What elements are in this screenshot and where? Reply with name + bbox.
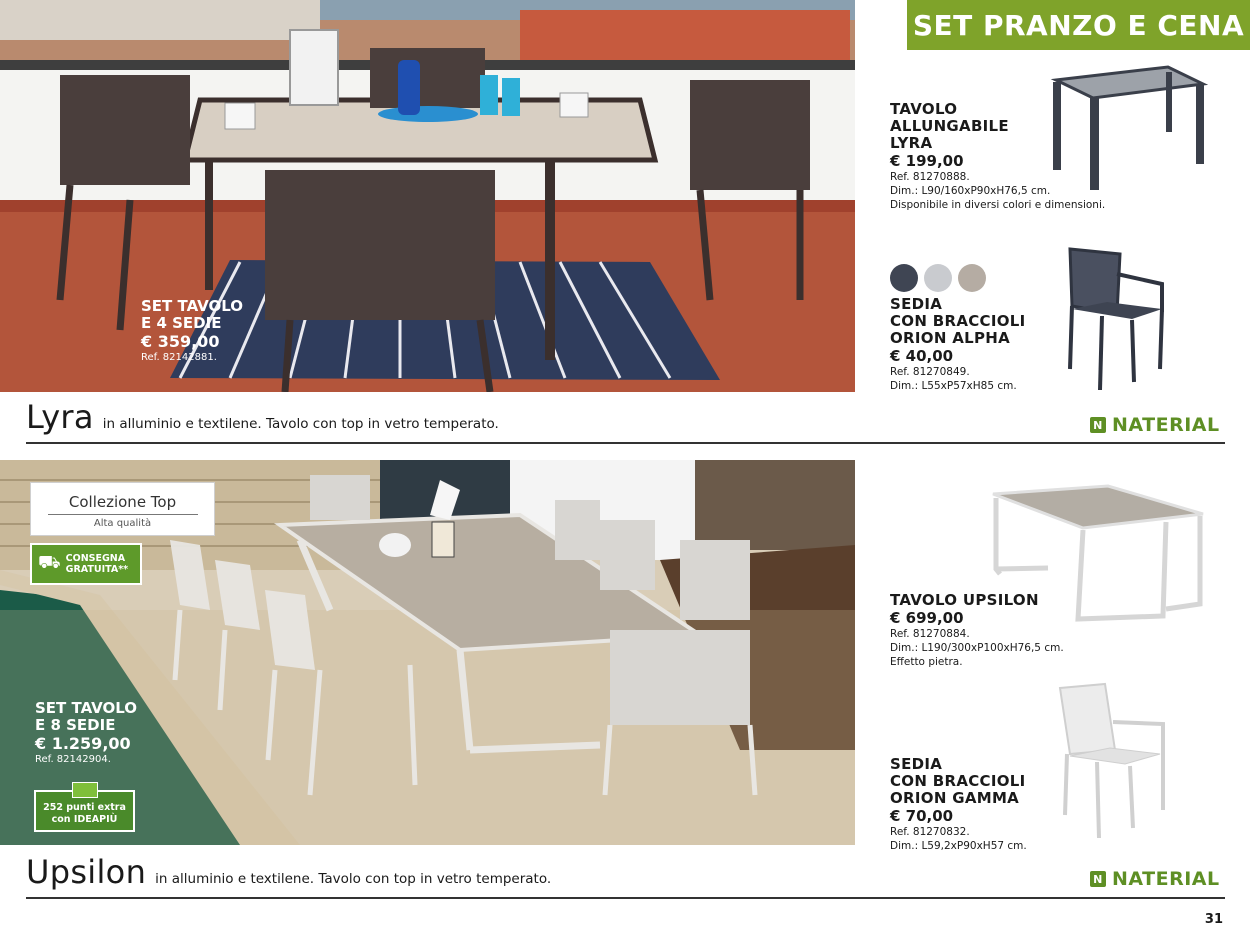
naterial-logo-icon: N (1090, 871, 1106, 887)
collezione-top-subtitle: Alta qualità (93, 518, 152, 529)
lyra-collection-name: Lyra (26, 398, 94, 436)
lyra-chair-image (1062, 244, 1172, 392)
upsilon-table-price: € 699,00 (890, 609, 964, 627)
delivery-truck-icon: ⛟ (38, 552, 61, 573)
collezione-top-title: Collezione Top (68, 493, 177, 511)
lyra-table-name-line1: TAVOLO (890, 100, 958, 118)
upsilon-table-info (890, 592, 1130, 669)
lyra-chair-price: € 40,00 (890, 347, 954, 365)
upsilon-table-ref: Ref. 81270884. (890, 628, 970, 640)
lyra-set-ref: Ref. 82142881. (141, 352, 217, 363)
brand-logo-lyra (1090, 414, 1220, 436)
page-number: 31 (1204, 912, 1223, 927)
lyra-set-price: € 359,00 (141, 332, 220, 351)
brand-logo-upsilon (1090, 868, 1220, 890)
badge-divider (48, 514, 198, 515)
upsilon-chair-dimensions: Dim.: L59,2xP90xH57 cm. (890, 840, 1027, 852)
swatch-light-grey[interactable] (924, 264, 952, 292)
upsilon-chair-name-line2: CON BRACCIOLI (890, 772, 1026, 790)
extra-points-badge (34, 790, 135, 832)
lyra-set-title-line1: SET TAVOLO (141, 297, 244, 315)
lyra-set-title-line2: E 4 SEDIE (141, 314, 222, 332)
upsilon-table-note: Effetto pietra. (890, 656, 963, 668)
naterial-logo-icon: N (1090, 417, 1106, 433)
upsilon-set-ref: Ref. 82142904. (35, 754, 111, 765)
lyra-table-price: € 199,00 (890, 152, 964, 170)
upsilon-set-title-line1: SET TAVOLO (35, 699, 138, 717)
lyra-caption (26, 398, 499, 436)
brand-name: NATERIAL (1112, 868, 1220, 890)
lyra-chair-ref: Ref. 81270849. (890, 366, 970, 378)
lyra-table-note: Disponibile in diversi colori e dimensioni. (890, 199, 1106, 211)
section-title-banner (907, 0, 1250, 50)
brand-name: NATERIAL (1112, 414, 1220, 436)
lyra-set-photo (0, 0, 855, 392)
delivery-line2: GRATUITA** (65, 564, 129, 575)
upsilon-chair-name-line3: ORION GAMMA (890, 789, 1020, 807)
section-divider (26, 442, 1225, 444)
upsilon-chair-price: € 70,00 (890, 807, 954, 825)
points-line2: con IDEAPIÙ (51, 814, 118, 825)
upsilon-chair-image (1055, 680, 1170, 840)
lyra-table-ref: Ref. 81270888. (890, 171, 970, 183)
lyra-chair-name-line3: ORION ALPHA (890, 329, 1011, 347)
upsilon-chair-ref: Ref. 81270832. (890, 826, 970, 838)
section-divider (26, 897, 1225, 899)
section-title: SET PRANZO E CENA (912, 8, 1245, 42)
upsilon-chair-name-line1: SEDIA (890, 755, 943, 773)
lyra-set-price-tag (141, 298, 243, 364)
upsilon-table-name: TAVOLO UPSILON (890, 591, 1039, 609)
points-line1: 252 punti extra (43, 802, 126, 813)
lyra-table-name-line2: ALLUNGABILE (890, 117, 1009, 135)
lyra-description: in alluminio e textilene. Tavolo con top in vetro temperato. (102, 416, 499, 432)
collezione-top-badge (30, 482, 215, 536)
upsilon-set-price-tag (35, 700, 137, 766)
lyra-table-image (1048, 62, 1208, 192)
swatch-dark-grey[interactable] (890, 264, 918, 292)
delivery-line1: CONSEGNA (65, 553, 126, 564)
upsilon-caption (26, 853, 551, 891)
upsilon-set-price: € 1.259,00 (35, 734, 131, 753)
lyra-chair-name-line1: SEDIA (890, 295, 943, 313)
upsilon-set-title-line2: E 8 SEDIE (35, 716, 116, 734)
lyra-chair-dimensions: Dim.: L55xP57xH85 cm. (890, 380, 1017, 392)
lyra-table-name-line3: LYRA (890, 134, 933, 152)
lyra-table-dimensions: Dim.: L90/160xP90xH76,5 cm. (890, 185, 1051, 197)
loyalty-card-icon (72, 782, 98, 798)
free-delivery-badge (30, 543, 142, 585)
lyra-chair-color-swatches (890, 264, 986, 292)
upsilon-table-dimensions: Dim.: L190/300xP100xH76,5 cm. (890, 642, 1064, 654)
upsilon-collection-name: Upsilon (26, 853, 147, 891)
lyra-chair-name-line2: CON BRACCIOLI (890, 312, 1026, 330)
upsilon-description: in alluminio e textilene. Tavolo con top in vetro temperato. (155, 871, 552, 887)
swatch-taupe[interactable] (958, 264, 986, 292)
